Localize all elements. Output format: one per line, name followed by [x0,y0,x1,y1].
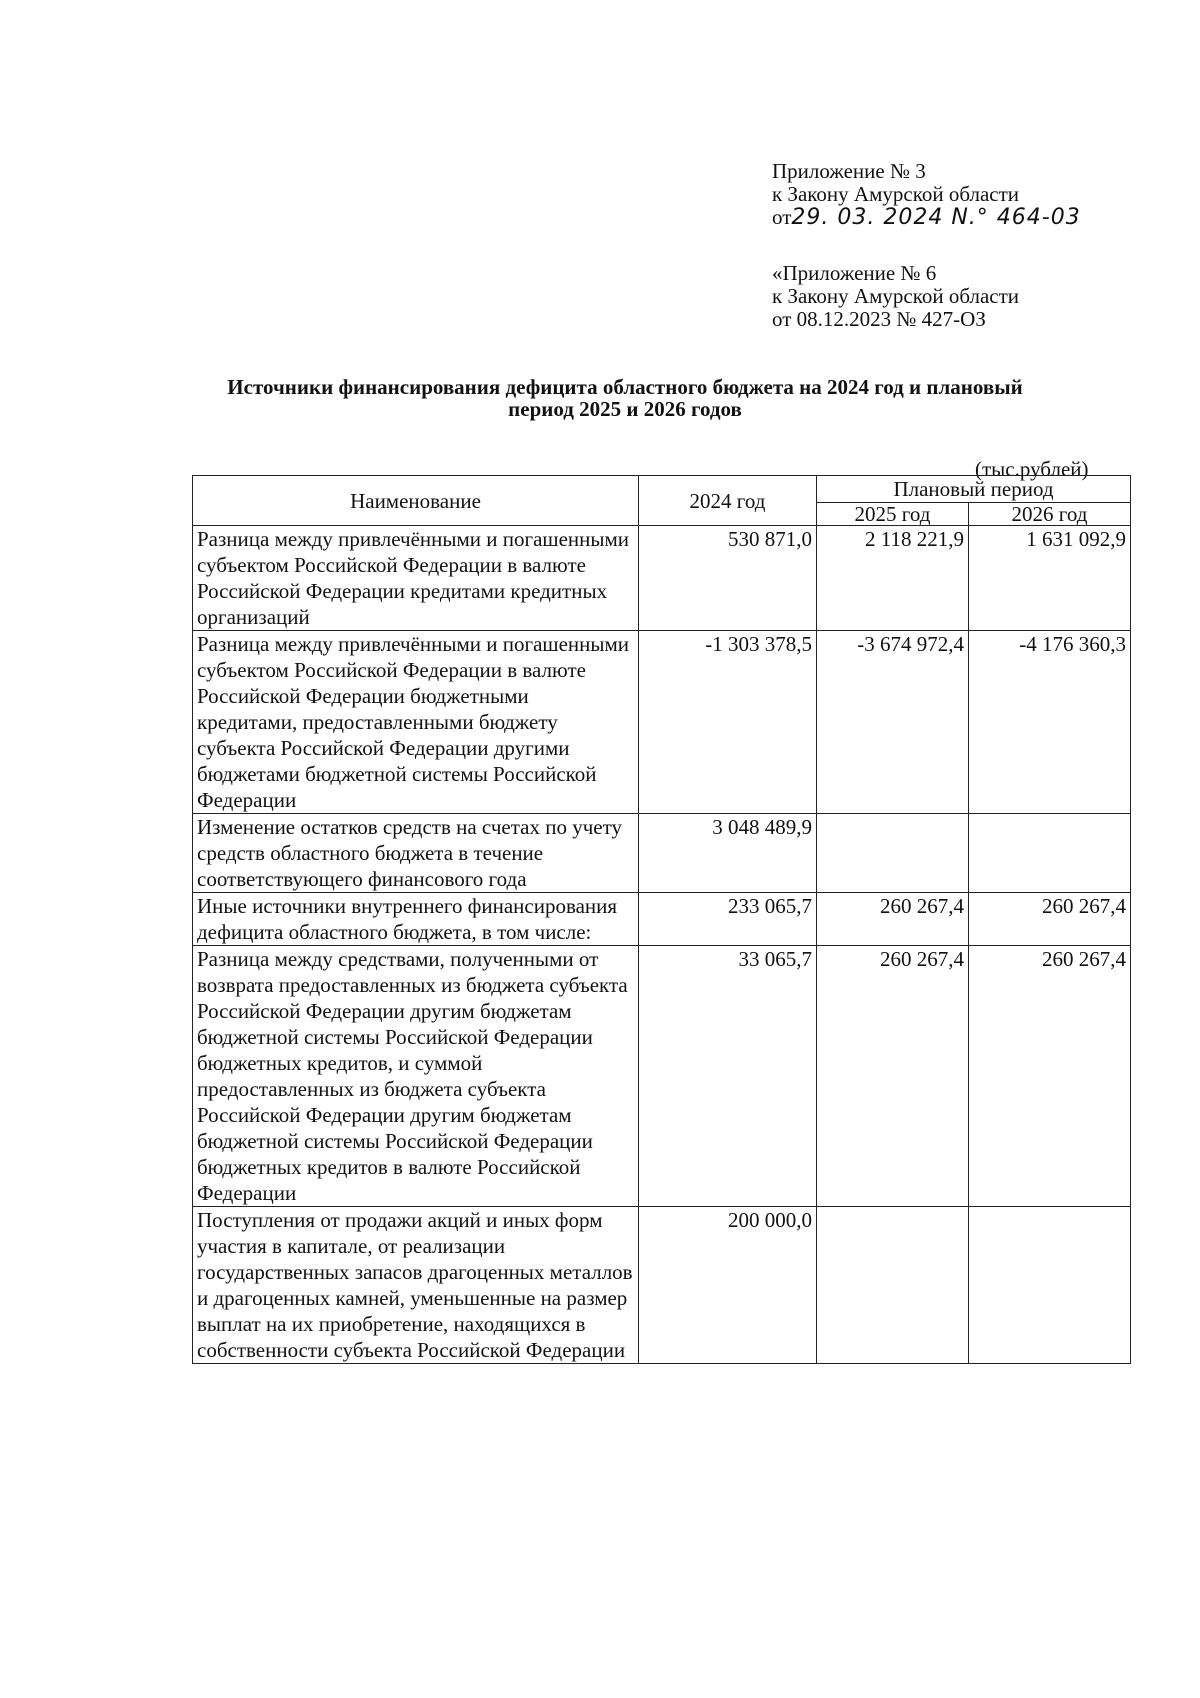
row-2024-cell: -1 303 378,5 [639,631,817,814]
row-2025-cell: -3 674 972,4 [817,631,969,814]
row-name-cell: Разница между средствами, полученными от возврата предоставленных из бюджета субъекта Российской Федерации другим бюджетам бюджетной системы Российской Федерации бюджетных кредитов, и суммой предоставленных из бюджета субъекта Российской Федерации другим бюджетам бюджетной системы Российской Федерации бюджетных кредитов в валюте Российской Федерации [193,946,639,1207]
row-2026-cell [969,1207,1131,1364]
row-2024-cell: 200 000,0 [639,1207,817,1364]
appendix-number: Приложение № 3 [772,159,926,183]
appendix-date-line [772,206,1081,229]
row-2024-cell: 233 065,7 [639,893,817,946]
table-row [193,526,1131,631]
row-2026-cell: -4 176 360,3 [969,631,1131,814]
row-2024-cell: 3 048 489,9 [639,814,817,893]
row-2025-cell: 260 267,4 [817,893,969,946]
amended-appendix-date: от 08.12.2023 № 427-ОЗ [772,307,986,331]
table-row [193,631,1131,814]
row-2025-cell: 260 267,4 [817,946,969,1207]
header-2025: 2025 год [817,503,969,526]
row-2026-cell: 1 631 092,9 [969,526,1131,631]
document-title [150,376,1100,420]
table-row [193,946,1131,1207]
header-2024: 2024 год [639,476,817,526]
row-name-cell: Изменение остатков средств на счетах по учету средств областного бюджета в течение соответствующего финансового года [193,814,639,893]
row-2026-cell: 260 267,4 [969,893,1131,946]
amended-appendix-header [772,262,1019,331]
header-name: Наименование [193,476,639,526]
row-2025-cell [817,1207,969,1364]
table-row [193,814,1131,893]
row-2024-cell: 33 065,7 [639,946,817,1207]
row-2025-cell: 2 118 221,9 [817,526,969,631]
appendix-law-ref: к Закону Амурской области [772,182,1020,206]
row-name-cell: Разница между привлечёнными и погашенными субъектом Российской Федерации в валюте Российской Федерации кредитами кредитных организаций [193,526,639,631]
row-name-cell: Поступления от продажи акций и иных форм участия в капитале, от реализации государственных запасов драгоценных металлов и драгоценных камней, уменьшенные на размер выплат на их приобретение, находящихся в собственности субъекта Российской Федерации [193,1207,639,1364]
document-title-line1: Источники финансирования дефицита областного бюджета на 2024 год и плановый [227,375,1023,399]
handwritten-date-number: 29. 03. 2024 N.° 464-03 [791,205,1081,230]
table-header-row [193,476,1131,503]
appendix-header [772,160,1081,229]
row-2026-cell: 260 267,4 [969,946,1131,1207]
document-title-line2: период 2025 и 2026 годов [508,397,742,421]
row-2026-cell [969,814,1131,893]
amended-appendix-number: «Приложение № 6 [772,261,937,285]
row-2025-cell [817,814,969,893]
row-name-cell: Иные источники внутреннего финансирования дефицита областного бюджета, в том числе: [193,893,639,946]
row-name-cell: Разница между привлечёнными и погашенными субъектом Российской Федерации в валюте Российской Федерации бюджетными кредитами, предоставленными бюджету субъекта Российской Федерации другими бюджетами бюджетной системы Российской Федерации [193,631,639,814]
header-2026: 2026 год [969,503,1131,526]
table-row [193,1207,1131,1364]
table-row [193,893,1131,946]
financing-sources-table [192,475,1131,1364]
amended-appendix-law-ref: к Закону Амурской области [772,284,1020,308]
header-planned-period: Плановый период [817,476,1131,503]
row-2024-cell: 530 871,0 [639,526,817,631]
appendix-date-prefix: от [772,205,792,229]
unit-label: (тыс.рублей) [975,457,1089,481]
